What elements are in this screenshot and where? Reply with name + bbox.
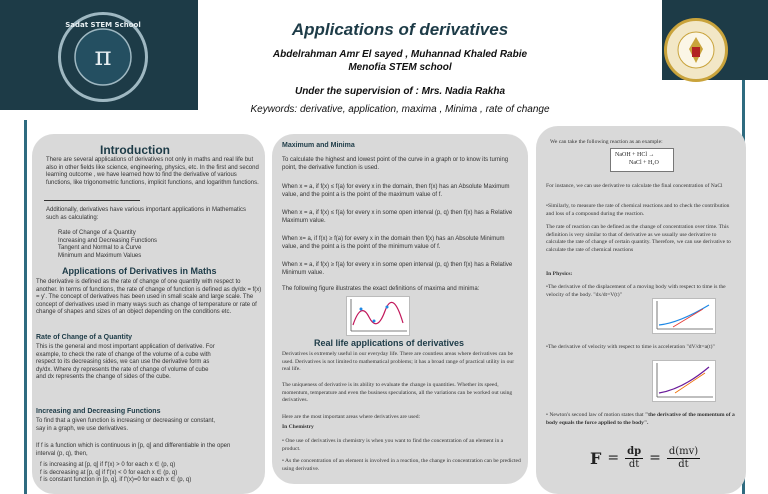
velocity-graph xyxy=(652,298,716,334)
reallife-heading: Real life applications of derivatives xyxy=(314,338,465,348)
reallife-text-3: Here are the most important areas where derivatives are used: xyxy=(282,414,421,420)
formula-force: F xyxy=(590,448,602,468)
chem-heading: In Chemistry xyxy=(282,424,314,430)
list-item: f is constant function in [p, q], if f'(x)=0 for each x ∈ (p, q) xyxy=(40,477,192,483)
supervision-line: Under the supervision of : Mrs. Nadia Rakha xyxy=(294,86,506,97)
eagle-emblem-icon xyxy=(667,21,725,79)
chem-text-1: For instance, we can use derivative to calculate the final concentration of NaCl xyxy=(546,183,723,189)
applications-list xyxy=(58,230,248,260)
list-item: Rate of Change of a Quantity xyxy=(58,230,136,236)
maxmin-item: When x = a, if f(x) ≥ f(a) for every x in some open interval (p, q) then f(x) has a Relative Minimum value. xyxy=(282,262,513,276)
denominator-dt: dt xyxy=(678,458,689,470)
maxmin-item: When x= a, if f(x) ≥ f(a) for every x in the domain then f(x) has an Absolute Minimum value, and the point a is the point of the minimum value of f. xyxy=(282,236,505,250)
physics-heading: In Physics: xyxy=(546,271,573,277)
reallife-text-2: The uniqueness of derivative is its ability to evaluate the change in quantities. Whether its speed, momentum, temperature and even the business speculations, all the variations can be worked out using derivatives. xyxy=(282,382,513,403)
denominator-dt: dt xyxy=(628,458,640,470)
intro-heading: Introduction xyxy=(100,143,170,157)
chem-text-3: The rate of reaction can be defined as the change of concentration over time. This definition is very similar to that of derivative as we usually use derivative to calculate the rate of change of certain quantity. Therefore, we can use derivative to calculate the rate of chemical reactions xyxy=(546,224,731,253)
figure-caption: The following figure illustrates the exact definitions of maxima and minima: xyxy=(282,286,480,292)
newton-formula xyxy=(590,438,730,478)
divider xyxy=(44,200,140,201)
list-item: f is increasing at [p, q] if f'(x) > 0 for each x ∈ (p, q) xyxy=(40,462,176,468)
acceleration-graph xyxy=(652,360,716,402)
apps-heading: Applications of Derivatives in Maths xyxy=(62,266,217,276)
numerator-dp: dp xyxy=(627,445,642,457)
reaction-line-2: NaCl + H₂O xyxy=(629,160,659,166)
school-name: Menofia STEM school xyxy=(348,62,452,73)
keywords-line: Keywords: derivative, application, maxima , Minima , rate of change xyxy=(250,104,550,115)
list-item: f is decreasing at [p, q] if f'(x) < 0 for each x ∈ (p, q) xyxy=(40,469,178,476)
chem-item: • One use of derivatives in chemistry is when you want to find the concentration of an element in a product. xyxy=(282,438,504,452)
list-item: Minimum and Maximum Values xyxy=(58,252,142,259)
maxmin-intro: To calculate the highest and lowest point of the curve in a graph or to know its turning point, the derivative function is used. xyxy=(282,157,509,171)
maxmin-item: When x = a, if f(x) ≤ f(a) for every x in the domain, then f(x) has an Absolute Maximum value, and the point a is the point of the maximum value of f. xyxy=(282,184,510,198)
svg-text:π: π xyxy=(94,42,112,72)
svg-text:Sadat STEM School: Sadat STEM School xyxy=(65,21,141,29)
fraction-dp-dt xyxy=(625,446,643,471)
author-names: Abdelrahman Amr El sayed , Muhannad Khaled Rabie xyxy=(272,49,528,60)
acceleration-curve-icon xyxy=(653,361,715,401)
physics-text-1: •The derivative of the displacement of a moving body with respect to time is the velocity of the body. "dx/dt=V(t)" xyxy=(546,284,726,298)
maxima-minima-graph xyxy=(346,296,410,336)
poster-title: Applications of derivatives xyxy=(291,20,509,39)
school-logo xyxy=(58,12,148,102)
chem-item: • As the concentration of an element is involved in a reaction, the change in concentration can be predicted using derivative. xyxy=(282,458,521,472)
maxima-minima-curve-icon xyxy=(347,297,409,335)
reallife-text: Derivatives is extremely useful in our everyday life. There are countless areas where derivatives can be used. Derivatives is not limited to mathematical problems; it has a broad range of practical utility in our real life. xyxy=(282,351,515,372)
physics-text-3 xyxy=(546,412,736,427)
maxmin-heading: Maximum and Minima xyxy=(282,142,355,149)
newton-quote: "the derivative of the momentum of a body equals the force applied to the body". xyxy=(546,412,735,426)
incdec-heading: Increasing and Decreasing Functions xyxy=(36,408,161,415)
chem-text-2: •Similarly, to measure the rate of chemical reactions and to check the contribution and loss of a compound during the reaction. xyxy=(546,203,730,217)
incdec-list xyxy=(40,462,262,485)
velocity-curve-icon xyxy=(653,299,715,333)
ministry-logo xyxy=(664,18,728,82)
maxmin-item: When x = a, if f(x) ≤ f(a) for every x in some open interval (p, q) then f(x) has a Relative Maximum value. xyxy=(282,210,513,224)
left-stripe xyxy=(24,120,27,494)
reaction-intro: We can take the following reaction as an example: xyxy=(550,139,663,145)
reaction-equation xyxy=(610,148,674,172)
intro-text-2: Additionally, derivatives have various important applications in Mathematics such as calculating: xyxy=(46,207,246,221)
school-logo-icon xyxy=(61,15,145,99)
physics-text-2: •The derivative of velocity with respect to time is acceleration "dV/dt=a(t)" xyxy=(546,344,715,350)
authors xyxy=(200,48,600,74)
list-item: Increasing and Decreasing Functions xyxy=(58,237,158,244)
reaction-line-1: NaOH + HCl → xyxy=(615,152,655,158)
newton-intro: • Newton's second law of motion states that xyxy=(546,412,645,418)
incdec-text-2: If f is a function which is continuous in [p, q] and differentiable in the open interval (p, q), then, xyxy=(36,443,231,457)
rate-heading: Rate of Change of a Quantity xyxy=(36,334,133,341)
equals-sign: = xyxy=(649,450,661,466)
fraction-dmv-dt xyxy=(667,446,700,471)
list-item: Tangent and Normal to a Curve xyxy=(58,245,142,251)
apps-text: The derivative is defined as the rate of change of one quantity with respect to another. In terms of functions, the rate of change of function is defined as dy/dx = f(x) = y'. The concept of derivatives has been used in small scale and large scale. The concept of derivatives used in many ways such as change of temperature or rate of change of shapes and sizes of an object depending on the conditions etc. xyxy=(36,279,262,315)
rate-text: This is the general and most important application of derivative. For example, to check the rate of change of the volume of a cube with respect to its decreasing sides, we can use the derivative form as dy/dx. Where dy represents the rate of change of volume of cube and dx represents the change of sides of the cube. xyxy=(36,344,215,380)
numerator-dmv: d(mv) xyxy=(668,445,699,457)
incdec-text: To find that a given function is increasing or decreasing or constant, say in a graph, we use derivatives. xyxy=(36,418,216,432)
intro-text: There are several applications of derivatives not only in maths and real life but also in other fields like science, engineering, physics, etc. In the first and second learning outcome , we have learned how to find the derivative of various functions, like trigonometric functions, implicit functions, and logarithm functions. xyxy=(46,157,259,186)
equals-sign: = xyxy=(607,450,620,466)
